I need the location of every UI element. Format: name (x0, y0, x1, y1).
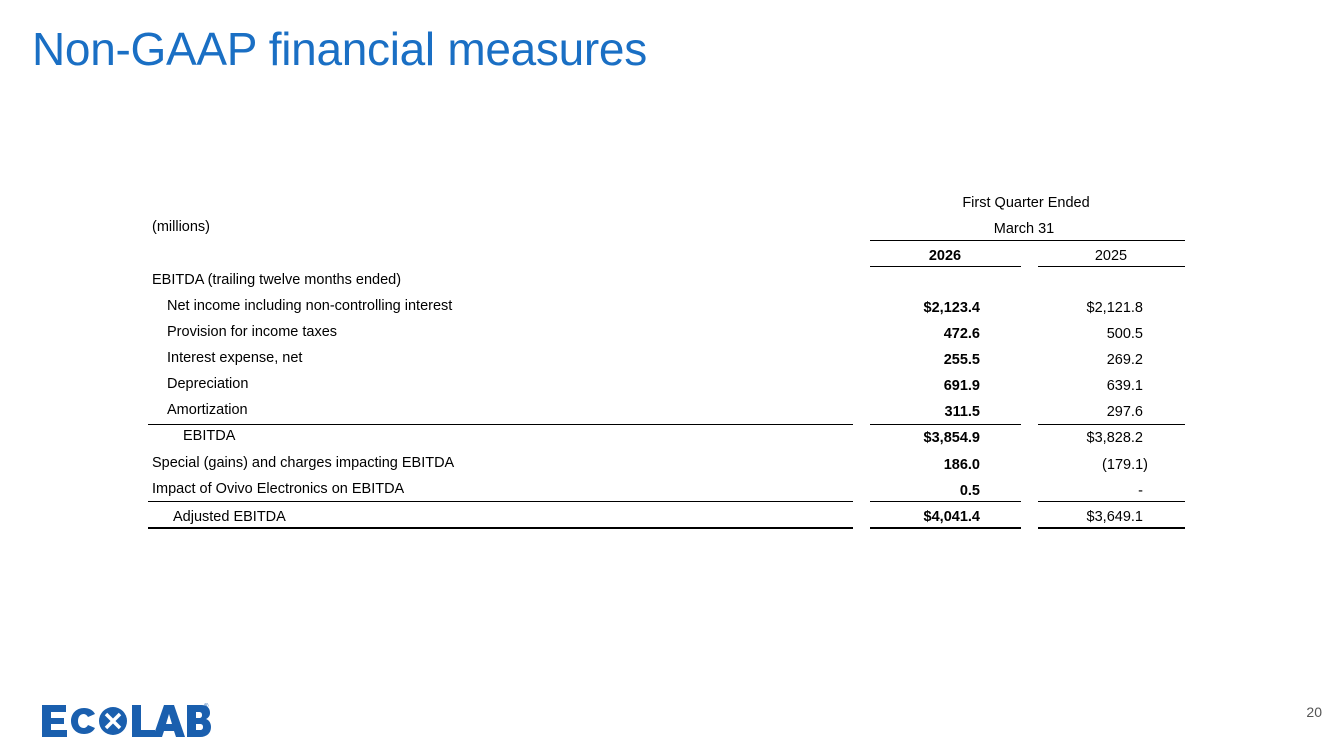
row-label-ebitda: EBITDA (183, 428, 236, 444)
units-label: (millions) (152, 219, 210, 235)
row-value-2026: 311.5 (944, 404, 980, 420)
row-value-2026: $3,854.9 (923, 430, 980, 446)
page-number: 20 (1306, 704, 1322, 720)
section-label: EBITDA (trailing twelve months ended) (152, 272, 402, 288)
row-value-2025: $2,121.8 (1086, 300, 1143, 316)
row-value-2025: - (1138, 483, 1143, 499)
page-title: Non-GAAP financial measures (32, 23, 647, 75)
total-rule-2026 (870, 501, 1021, 502)
row-value-2025: (179.1) (1102, 457, 1148, 473)
column-rule-2026 (870, 266, 1021, 267)
bottom-rule (148, 527, 853, 529)
row-value-2025: 269.2 (1106, 352, 1143, 368)
row-value-2026: 472.6 (943, 326, 980, 342)
row-value-2025: $3,649.1 (1086, 509, 1143, 525)
period-header-line1: First Quarter Ended (962, 195, 1090, 211)
row-label-adjusted-ebitda: Adjusted EBITDA (173, 509, 286, 525)
row-value-2026: 255.5 (943, 352, 980, 368)
column-header-2026: 2026 (928, 248, 962, 264)
ecolab-logo (40, 703, 215, 744)
row-value-2025: 639.1 (1106, 378, 1143, 394)
row-value-2025: 297.6 (1106, 404, 1143, 420)
bottom-rule-2025 (1038, 527, 1185, 529)
total-rule (148, 501, 853, 502)
row-label: Amortization (167, 402, 248, 418)
row-label: Provision for income taxes (167, 324, 338, 340)
registered-mark: ® (204, 704, 209, 710)
row-label: Interest expense, net (167, 350, 303, 366)
row-label: Net income including non-controlling interest (167, 298, 453, 314)
row-value-2026: $2,123.4 (923, 300, 980, 316)
period-header-line2: March 31 (993, 221, 1055, 237)
column-header-2025: 2025 (1094, 248, 1128, 264)
row-value-2025: 500.5 (1106, 326, 1143, 342)
row-label: Impact of Ovivo Electronics on EBITDA (152, 481, 405, 497)
row-value-2026: 186.0 (943, 457, 980, 473)
subtotal-rule-2026 (870, 424, 1021, 425)
row-value-2025: $3,828.2 (1086, 430, 1143, 446)
subtotal-rule-2025 (1038, 424, 1185, 425)
row-label: Special (gains) and charges impacting EBITDA (152, 455, 455, 471)
row-value-2026: 691.9 (943, 378, 980, 394)
row-label: Depreciation (167, 376, 249, 392)
bottom-rule-2026 (870, 527, 1021, 529)
subtotal-rule (148, 424, 853, 425)
total-rule-2025 (1038, 501, 1185, 502)
column-rule-2025 (1038, 266, 1185, 267)
row-value-2026: $4,041.4 (923, 509, 980, 525)
row-value-2026: 0.5 (959, 483, 980, 499)
header-rule (870, 240, 1185, 241)
